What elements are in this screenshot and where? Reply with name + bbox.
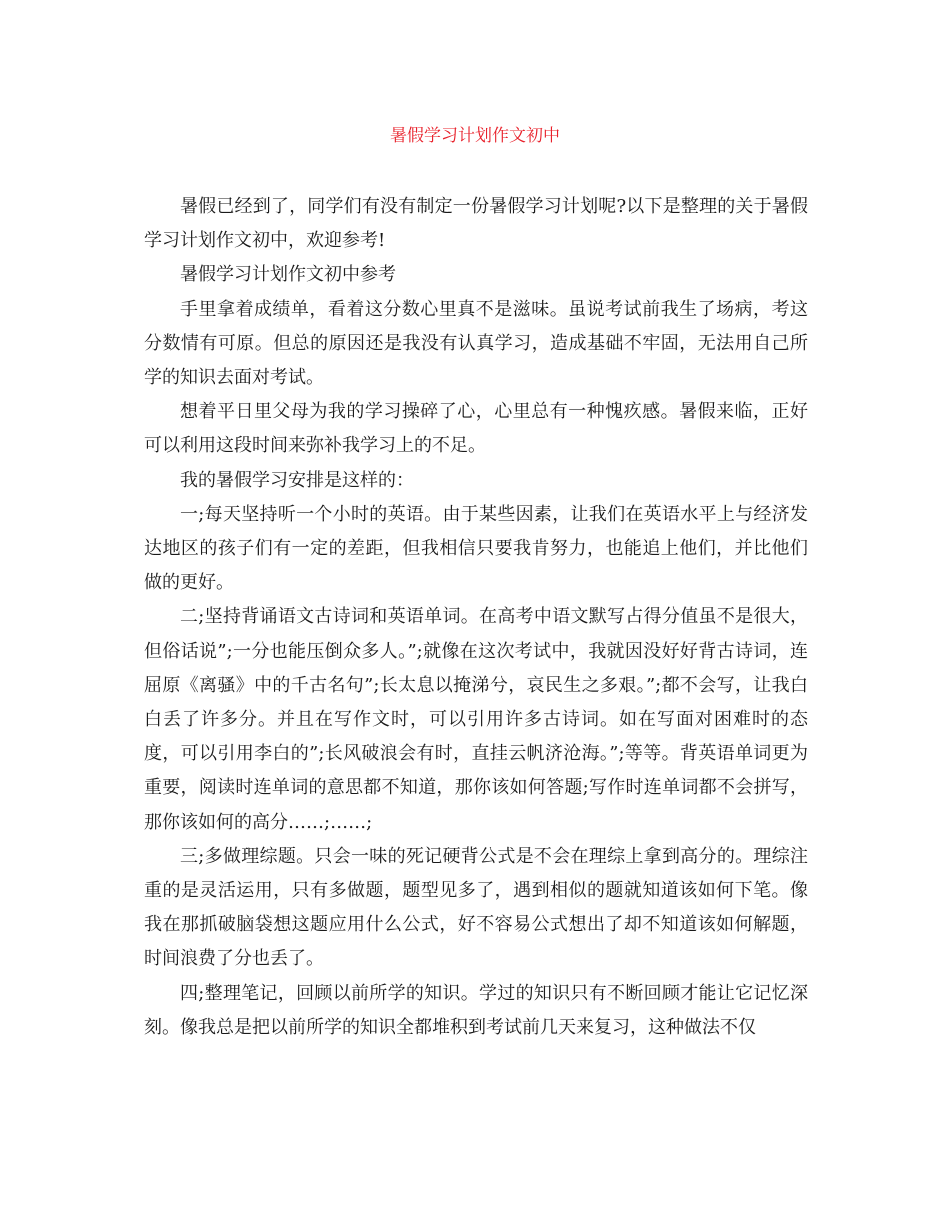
paragraph-plan-three: 三;多做理综题。只会一味的死记硬背公式是不会在理综上拿到高分的。理综注重的是灵活运用，只有多做题，题型见多了，遇到相似的题就知道该如何下笔。像我在那抓破脑袋想这题应用什么公式，好不容易公式想出了却不知道该如何解题，时间浪费了分也丢了。 [144, 845, 808, 970]
paragraph-plan-four: 四;整理笔记，回顾以前所学的知识。学过的知识只有不断回顾才能让它记忆深刻。像我总是把以前所学的知识全都堆积到考试前几天来复习，这种做法不仅 [144, 982, 808, 1038]
paragraph-report-card: 手里拿着成绩单，看着这分数心里真不是滋味。虽说考试前我生了场病，考这分数情有可原。但总的原因还是我没有认真学习，造成基础不牢固，无法用自己所学的知识去面对考试。 [144, 298, 808, 389]
document-title: 暑假学习计划作文初中 [390, 126, 560, 146]
paragraph-intro: 暑假已经到了，同学们有没有制定一份暑假学习计划呢?以下是整理的关于暑假学习计划作文初中，欢迎参考! [144, 196, 808, 252]
paragraph-plan-one: 一;每天坚持听一个小时的英语。由于某些因素，让我们在英语水平上与经济发达地区的孩子们有一定的差距，但我相信只要我肯努力，也能追上他们，并比他们做的更好。 [144, 503, 808, 594]
paragraph-parents: 想着平日里父母为我的学习操碎了心，心里总有一种愧疚感。暑假来临，正好可以利用这段时间来弥补我学习上的不足。 [144, 401, 808, 457]
paragraph-arrangement: 我的暑假学习安排是这样的： [180, 469, 414, 491]
document-body [144, 190, 808, 1045]
paragraph-plan-two: 二;坚持背诵语文古诗词和英语单词。在高考中语文默写占得分值虽不是很大，但俗话说”;一分也能压倒众多人。”;就像在这次考试中，我就因没好好背古诗词，连屈原《离骚》中的千古名句”;长太息以掩涕兮，哀民生之多艰。”;都不会写，让我白白丢了许多分。并且在写作文时，可以引用许多古诗词。如在写面对困难时的态度，可以引用李白的”;长风破浪会有时，直挂云帆济沧海。”;等等。背英语单词更为重要，阅读时连单词的意思都不知道，那你该如何答题;写作时连单词都不会拼写，那你该如何的高分……;……; [144, 606, 808, 833]
paragraph-subheading: 暑假学习计划作文初中参考 [180, 264, 396, 286]
